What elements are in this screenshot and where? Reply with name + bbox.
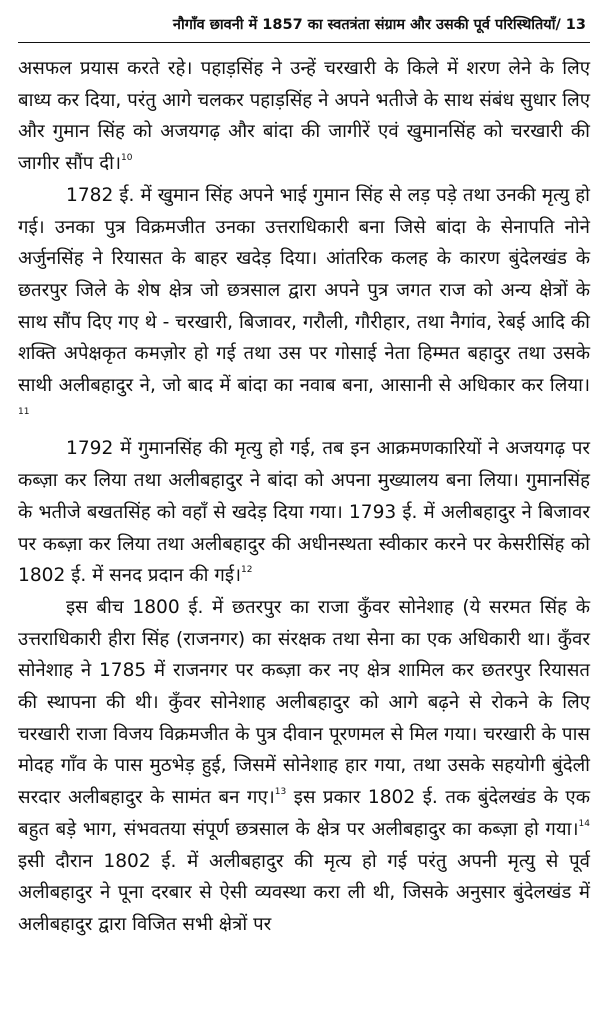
paragraph-3 bbox=[18, 433, 590, 592]
paragraph-text: इसी दौरान 1802 ई. में अलीबहादुर की मृत्य हो गई परंतु अपनी मृत्यु से पूर्व अलीबहादुर ने पूना दरबार से ऐसी व्यवस्था करा ली थी, जिसके अनुसार बुंदेलखंड में अलीबहादुर द्वारा विजित सभी क्षेत्रों पर bbox=[18, 850, 590, 935]
paragraph-4 bbox=[18, 592, 590, 941]
running-header: नौगाँव छावनी में 1857 का स्वतत्रंता संग्राम और उसकी पूर्व परिस्थितियाँ/ 13 bbox=[172, 17, 586, 33]
paragraph-text: इस प्रकार 1802 ई. तक बुंदेलखंड के एक बहुत बड़े भाग, संभवतया संपूर्ण छत्रसाल के क्षेत्र पर अलीबहादुर का कब्ज़ा हो गया। bbox=[18, 787, 590, 840]
footnote-ref: 10 bbox=[121, 153, 133, 164]
footnote-ref: 11 bbox=[18, 406, 30, 417]
footnote-ref: 14 bbox=[578, 818, 590, 829]
paragraph-2 bbox=[18, 180, 590, 434]
footnote-ref: 12 bbox=[241, 565, 253, 576]
paragraph-text: इस बीच 1800 ई. में छतरपुर का राजा कुँवर सोनेशाह (ये सरमत सिंह के उत्तराधिकारी हीरा सिंह (राजनगर) का संरक्षक तथा सेना का एक अधिकारी था। कुँवर सोनेशाह ने 1785 में राजनगर पर कब्ज़ा कर नए क्षेत्र शामिल कर छतरपुर रियासत की स्थापना की थी। कुँवर सोनेशाह अलीबहादुर को आगे बढ़ने से रोकने के लिए चरखारी राजा विजय विक्रमजीत के पुत्र दीवान पूरणमल से मिल गया। चरखारी के पास मोदह गाँव के पास मुठभेड़ हुई, जिसमें सोनेशाह हार गया, तथा उसके सहयोगी बुंदेली सरदार अलीबहादुर के सामंत बन गए। bbox=[18, 596, 590, 809]
header-rule bbox=[18, 42, 590, 43]
paragraph-text: 1782 ई. में खुमान सिंह अपने भाई गुमान सिंह से लड़ पड़े तथा उनकी मृत्यु हो गई। उनका पुत्र विक्रमजीत उनका उत्तराधिकारी बना जिसे बांदा के सेनापति नोने अर्जुनसिंह ने रियासत के बाहर खदेड़ दिया। आंतरिक कलह के कारण बुंदेलखंड के छतरपुर जिले के शेष क्षेत्र जो छत्रसाल द्वारा अपने पुत्र जगत राज को अन्य क्षेत्रों के साथ सौंप दिए गए थे - चरखारी, बिजावर, गरौली, गौरीहार, तथा नैगांव, रेबई आदि की शक्ति अपेक्षकृत कमज़ोर हो गई तथा उस पर गोसाई नेता हिम्मत बहादुर तथा उसके साथी अलीबहादुर ने, जो बाद में बांदा का नवाब बना, आसानी से अधिकार कर लिया। bbox=[18, 184, 590, 397]
paragraph-text: 1792 में गुमानसिंह की मृत्यु हो गई, तब इन आक्रमणकारियों ने अजयगढ़ पर कब्ज़ा कर लिया तथा अलीबहादुर ने बांदा को अपना मुख्यालय बना लिया। गुमानसिंह के भतीजे बखतसिंह को वहाँ से खदेड़ दिया गया। 1793 ई. में अलीबहादुर ने बिजावर पर कब्ज़ा कर लिया तथा अलीबहादुर की अधीनस्थता स्वीकार करने पर केसरीसिंह को 1802 ई. में सनद प्रदान की गई। bbox=[18, 438, 590, 587]
paragraph-1 bbox=[18, 53, 590, 180]
paragraph-text: असफल प्रयास करते रहे। पहाड़सिंह ने उन्हें चरखारी के किले में शरण लेने के लिए बाध्य कर दिया, परंतु आगे चलकर पहाड़सिंह ने अपने भतीजे के साथ संबंध सुधार लिए और गुमान सिंह को अजयगढ़ और बांदा की जागीरें एवं खुमानसिंह को चरखारी की जागीर सौंप दी। bbox=[18, 58, 590, 175]
footnote-ref: 13 bbox=[274, 787, 287, 798]
